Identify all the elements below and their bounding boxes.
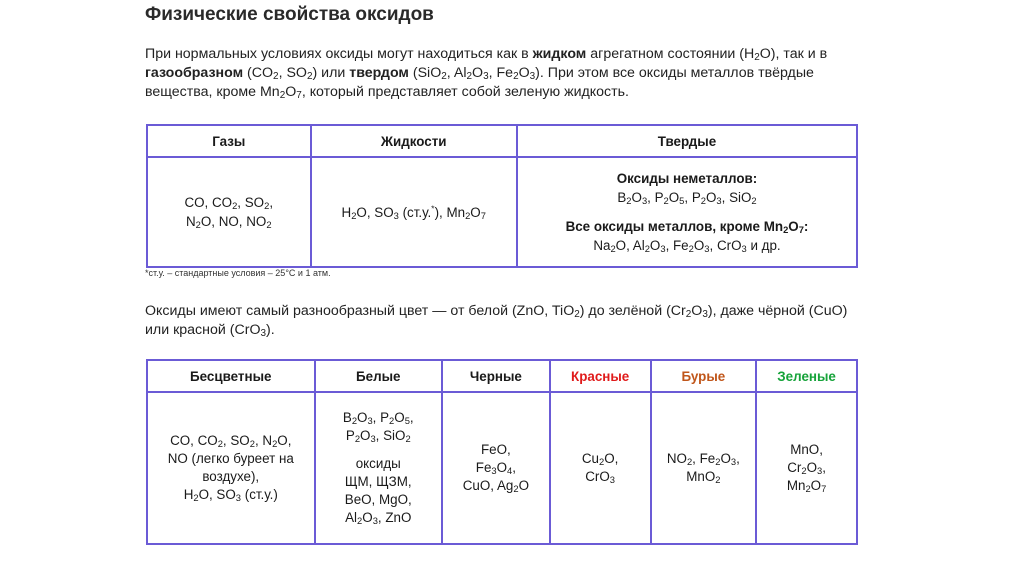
cell-white: $B_2O_3$, $P_2O_5$, $P_2O_3$, SiO$_2$ оксиды ЩМ, ЩЗМ, BeO, MgO, $Al_2O_3$, ZnO <box>315 392 443 544</box>
states-table <box>146 124 858 268</box>
intro-paragraph: При нормальных условиях оксиды могут находиться как в жидком агрегатном состоянии $(H_2O)$, так и в газообразном ($CO_2$, $SO_2$) или твердом (SiO$_2$, $Al_2O_3$, $Fe_2O_3$). При этом все оксиды металлов твёрдые вещества, кроме $Mn_2O_7$, который представляет собой зеленую жидкость. <box>145 46 828 101</box>
header-red: Красные <box>550 360 651 392</box>
cell-brown: $NO_2$, $Fe_2O_3$, MnO$_2$ <box>651 392 757 544</box>
cell-solids <box>517 157 857 267</box>
nonmetal-heading: Оксиды неметаллов: <box>616 171 758 186</box>
header-white: Белые <box>315 360 443 392</box>
color-paragraph: Оксиды имеют самый разнообразный цвет — от белой (ZnO, TiO$_2$) до зелёной $(Cr_2O_3)$, даже чёрной (CuO) или красной (CrO$_3$). <box>145 303 848 339</box>
nonmetal-list: $B_2O_3$, $P_2O_5$, $P_2O_3$, SiO$_2$ <box>617 190 757 206</box>
cell-black: FeO, $Fe_3O_4$, CuO, $Ag_2O$ <box>442 392 550 544</box>
header-brown: Бурые <box>651 360 757 392</box>
cell-red: $Cu_2O$, CrO$_3$ <box>550 392 651 544</box>
cell-green: MnO, $Cr_2O_3$, $Mn_2O_7$ <box>756 392 857 544</box>
colors-table <box>146 359 858 545</box>
cell-gases: CO, $CO_2$, $SO_2$, $N_2O$, NO, $NO_2$ <box>147 157 311 267</box>
cell-colorless: CO, $CO_2$, $SO_2$, $N_2O$, NO (легко буреет на воздухе), $H_2O$, $SO_3$ (ст.у.) <box>147 392 315 544</box>
metal-list: $Na_2O$, $Al_2O_3$, $Fe_2O_3$, CrO$_3$ и др. <box>593 238 781 254</box>
header-black: Черные <box>442 360 550 392</box>
page-title: Физические свойства оксидов <box>145 4 434 25</box>
header-solids: Твердые <box>517 125 857 157</box>
footnote: *ст.у. – стандартные условия – 25°С и 1 атм. <box>145 268 331 278</box>
cell-liquids: $H_2O$, $SO_3$ (ст.у.*), $Mn_2O_7$ <box>311 157 517 267</box>
header-gases: Газы <box>147 125 311 157</box>
metal-heading: Все оксиды металлов, кроме $Mn_2O_7$: <box>565 219 809 235</box>
header-colorless: Бесцветные <box>147 360 315 392</box>
header-green: Зеленые <box>756 360 857 392</box>
header-liquids: Жидкости <box>311 125 517 157</box>
